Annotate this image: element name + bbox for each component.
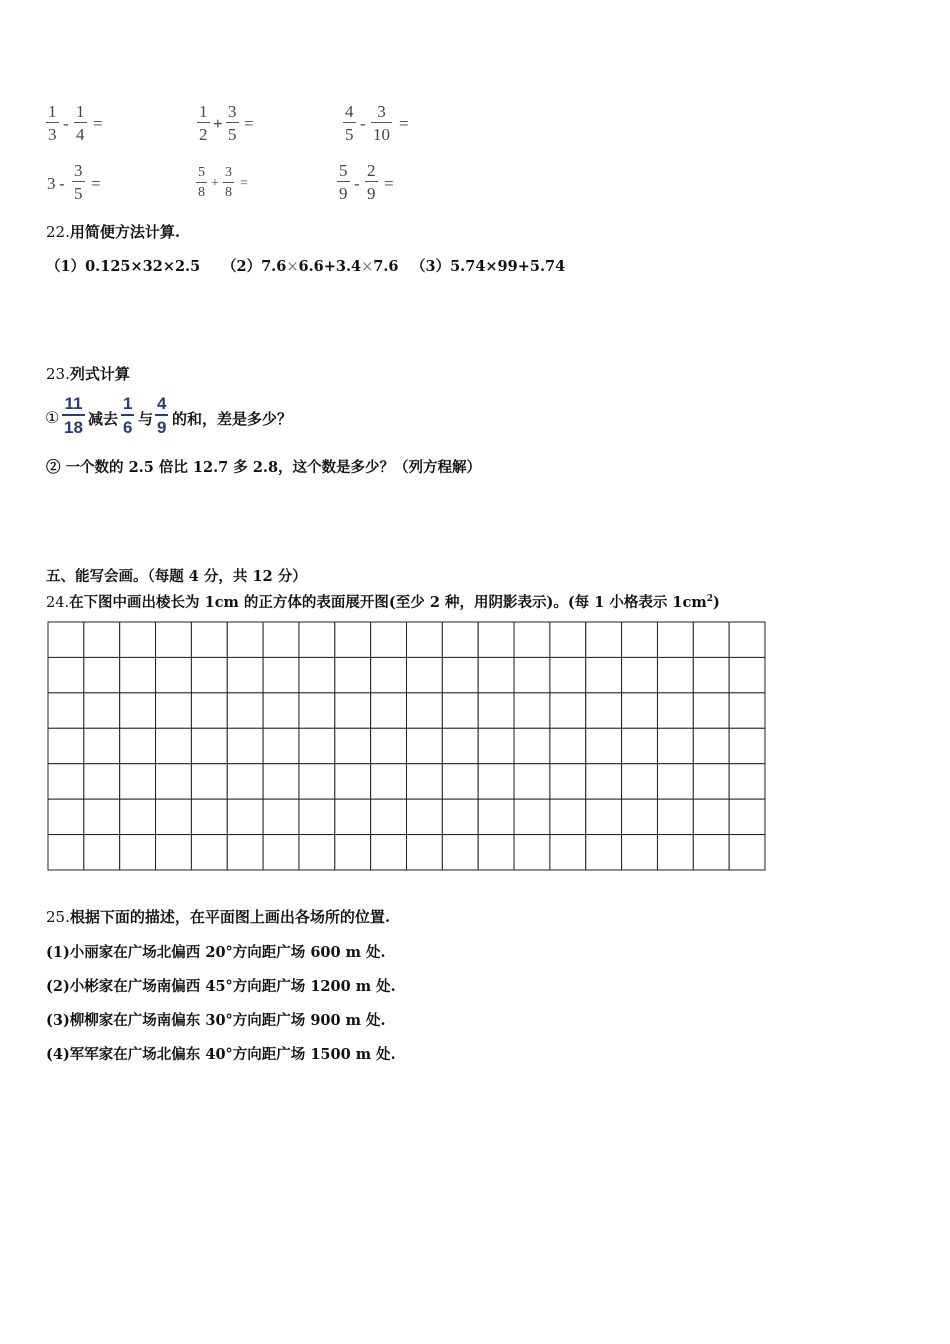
- grid-cell[interactable]: [550, 657, 586, 692]
- grid-cell[interactable]: [657, 764, 693, 799]
- grid-cell[interactable]: [442, 764, 478, 799]
- grid-cell[interactable]: [299, 728, 335, 763]
- grid-cell[interactable]: [693, 657, 729, 692]
- grid-cell[interactable]: [299, 693, 335, 728]
- question-25-item: (1)小丽家在广场北偏西 20°方向距广场 600 m 处.: [46, 944, 386, 961]
- grid-cell[interactable]: [550, 622, 586, 657]
- grid-cell[interactable]: [227, 657, 263, 692]
- fraction: 5 9: [339, 161, 348, 203]
- grid-cell[interactable]: [657, 657, 693, 692]
- grid-cell[interactable]: [156, 835, 192, 870]
- grid-cell[interactable]: [371, 693, 407, 728]
- fraction: 2 9: [367, 161, 376, 203]
- grid-cell[interactable]: [478, 693, 514, 728]
- fraction: 4 5: [345, 102, 354, 144]
- grid-cell[interactable]: [191, 622, 227, 657]
- grid-cell[interactable]: [693, 835, 729, 870]
- operator: -: [360, 114, 366, 133]
- section-5-title: 五、能写会画。（每题 4 分，共 12 分）: [46, 568, 307, 585]
- grid-cell[interactable]: [729, 835, 765, 870]
- grid-cell[interactable]: [514, 728, 550, 763]
- whole-number: 3: [47, 174, 56, 193]
- grid-cell[interactable]: [586, 835, 622, 870]
- grid-cell[interactable]: [48, 835, 84, 870]
- grid-cell[interactable]: [263, 764, 299, 799]
- grid-cell[interactable]: [371, 835, 407, 870]
- grid-cell[interactable]: [156, 693, 192, 728]
- grid-cell[interactable]: [657, 799, 693, 834]
- question-24-text: 24.在下图中画出棱长为 1cm 的正方体的表面展开图(至少 2 种，用阴影表示)。(每 1 小格表示 $1cm^2$): [46, 594, 720, 611]
- grid-cell[interactable]: [191, 835, 227, 870]
- grid-cell[interactable]: [371, 657, 407, 692]
- grid-cell[interactable]: [120, 764, 156, 799]
- grid-cell[interactable]: [227, 835, 263, 870]
- grid-cell[interactable]: [550, 835, 586, 870]
- grid-cell[interactable]: [442, 799, 478, 834]
- grid-cell[interactable]: [657, 728, 693, 763]
- grid-cell[interactable]: [48, 764, 84, 799]
- question-22-item-1: （1）0.125×32×2.5: [46, 258, 201, 275]
- grid-cell[interactable]: [120, 728, 156, 763]
- question-23-title: 23.列式计算: [46, 365, 130, 383]
- grid-cell[interactable]: [299, 657, 335, 692]
- grid-cell[interactable]: [227, 693, 263, 728]
- grid-cell[interactable]: [263, 728, 299, 763]
- grid-cell[interactable]: [622, 693, 658, 728]
- grid-cell[interactable]: [478, 657, 514, 692]
- grid-cell[interactable]: [586, 799, 622, 834]
- fraction: 3 10: [373, 102, 390, 144]
- grid-cell[interactable]: [263, 835, 299, 870]
- grid-cell[interactable]: [586, 657, 622, 692]
- grid-cell[interactable]: [371, 799, 407, 834]
- grid-cell[interactable]: [120, 835, 156, 870]
- grid-cell[interactable]: [693, 728, 729, 763]
- grid-cell[interactable]: [514, 764, 550, 799]
- grid-cell[interactable]: [514, 799, 550, 834]
- grid-cell[interactable]: [371, 622, 407, 657]
- grid-cell[interactable]: [729, 693, 765, 728]
- grid-cell[interactable]: [84, 657, 120, 692]
- fraction: 1 4: [76, 102, 85, 144]
- grid-cell[interactable]: [48, 728, 84, 763]
- fraction: 11 18: [64, 394, 83, 437]
- fraction: 1 3: [48, 102, 57, 144]
- equals-sign: =: [399, 114, 409, 133]
- grid-cell[interactable]: [120, 657, 156, 692]
- grid-cell[interactable]: [299, 764, 335, 799]
- operator: -: [354, 174, 360, 193]
- square-grid[interactable]: [47, 621, 766, 871]
- grid-cell[interactable]: [227, 622, 263, 657]
- grid-cell[interactable]: [191, 728, 227, 763]
- grid-cell[interactable]: [729, 657, 765, 692]
- question-22-title: 22.用简便方法计算.: [46, 223, 181, 241]
- grid-cell[interactable]: [622, 799, 658, 834]
- question-25-item: (4)军军家在广场北偏东 40°方向距广场 1500 m 处.: [46, 1046, 396, 1063]
- grid-cell[interactable]: [407, 835, 443, 870]
- grid-cell[interactable]: [693, 799, 729, 834]
- grid-cell[interactable]: [156, 657, 192, 692]
- fraction: 4 9: [157, 394, 167, 437]
- grid-cell[interactable]: [622, 622, 658, 657]
- fraction: 3 8: [225, 165, 232, 200]
- grid-cell[interactable]: [335, 622, 371, 657]
- grid-cell[interactable]: [48, 693, 84, 728]
- grid-cell[interactable]: [48, 799, 84, 834]
- grid-cell[interactable]: [191, 764, 227, 799]
- grid-cell[interactable]: [263, 657, 299, 692]
- grid-cell[interactable]: [191, 693, 227, 728]
- grid-cell[interactable]: [514, 835, 550, 870]
- grid-cell[interactable]: [693, 693, 729, 728]
- grid-cell[interactable]: [156, 728, 192, 763]
- grid-cell[interactable]: [693, 622, 729, 657]
- grid-cell[interactable]: [227, 728, 263, 763]
- grid-cell[interactable]: [48, 622, 84, 657]
- grid-cell[interactable]: [191, 657, 227, 692]
- grid-cell[interactable]: [657, 622, 693, 657]
- grid-cell[interactable]: [335, 657, 371, 692]
- circled-one: ①: [45, 408, 60, 427]
- grid-cell[interactable]: [586, 764, 622, 799]
- question-22-item-2: （2）7.6×6.6+3.4×7.6: [222, 258, 399, 275]
- grid-cell[interactable]: [299, 835, 335, 870]
- grid-cell[interactable]: [335, 764, 371, 799]
- grid-cell[interactable]: [550, 693, 586, 728]
- equals-sign: =: [91, 174, 101, 193]
- grid-cell[interactable]: [227, 799, 263, 834]
- question-25-title: 25.根据下面的描述，在平面图上画出各场所的位置.: [46, 908, 391, 926]
- grid-cell[interactable]: [191, 799, 227, 834]
- grid-cell[interactable]: [550, 728, 586, 763]
- equals-sign: =: [244, 114, 254, 133]
- question-22-item-3: （3）5.74×99+5.74: [411, 258, 566, 275]
- fraction: 1 2: [199, 102, 208, 144]
- question-25-item: (3)柳柳家在广场南偏东 30°方向距广场 900 m 处.: [46, 1012, 386, 1029]
- equals-sign: =: [240, 176, 248, 191]
- grid-cell[interactable]: [120, 799, 156, 834]
- grid-cell[interactable]: [407, 728, 443, 763]
- grid-cell[interactable]: [263, 622, 299, 657]
- grid-cell[interactable]: [550, 764, 586, 799]
- grid-cell[interactable]: [407, 764, 443, 799]
- operator: -: [63, 114, 69, 133]
- grid-cell[interactable]: [335, 799, 371, 834]
- grid-cell[interactable]: [586, 728, 622, 763]
- grid-cell[interactable]: [514, 657, 550, 692]
- equals-sign: =: [384, 174, 394, 193]
- grid-cell[interactable]: [442, 728, 478, 763]
- grid-cell[interactable]: [657, 835, 693, 870]
- grid-cell[interactable]: [335, 835, 371, 870]
- grid-cell[interactable]: [442, 835, 478, 870]
- grid-cell[interactable]: [586, 622, 622, 657]
- grid-cell[interactable]: [514, 693, 550, 728]
- grid-cell[interactable]: [407, 657, 443, 692]
- grid-cell[interactable]: [407, 622, 443, 657]
- equals-sign: =: [93, 114, 103, 133]
- grid-cell[interactable]: [693, 764, 729, 799]
- grid-cell[interactable]: [514, 622, 550, 657]
- grid-cell[interactable]: [335, 693, 371, 728]
- grid-cell[interactable]: [657, 693, 693, 728]
- grid-cell[interactable]: [729, 622, 765, 657]
- grid-cell[interactable]: [156, 764, 192, 799]
- grid-cell[interactable]: [478, 764, 514, 799]
- grid-cell[interactable]: [84, 728, 120, 763]
- grid-cell[interactable]: [120, 622, 156, 657]
- grid-cell[interactable]: [622, 764, 658, 799]
- grid-cell[interactable]: [84, 693, 120, 728]
- operator: +: [213, 114, 223, 133]
- grid-cell[interactable]: [622, 657, 658, 692]
- grid-cell[interactable]: [299, 622, 335, 657]
- grid-cell[interactable]: [729, 799, 765, 834]
- grid-cell[interactable]: [263, 693, 299, 728]
- grid-cell[interactable]: [371, 764, 407, 799]
- question-25-item: (2)小彬家在广场南偏西 45°方向距广场 1200 m 处.: [46, 978, 396, 995]
- grid-cell[interactable]: [299, 799, 335, 834]
- grid-cell[interactable]: [478, 799, 514, 834]
- grid-cell[interactable]: [48, 657, 84, 692]
- operator: +: [211, 176, 219, 191]
- grid-cell[interactable]: [371, 728, 407, 763]
- grid-cell[interactable]: [442, 622, 478, 657]
- grid-cell[interactable]: [227, 764, 263, 799]
- grid-cell[interactable]: [407, 799, 443, 834]
- grid-cell[interactable]: [156, 799, 192, 834]
- grid-cell[interactable]: [120, 693, 156, 728]
- grid-cell[interactable]: [84, 799, 120, 834]
- grid-cell[interactable]: [442, 657, 478, 692]
- grid-cell[interactable]: [622, 728, 658, 763]
- grid-cell[interactable]: [729, 728, 765, 763]
- grid-cell[interactable]: [442, 693, 478, 728]
- grid-cell[interactable]: [586, 693, 622, 728]
- fraction: 1 6: [123, 394, 133, 437]
- grid-cell[interactable]: [729, 764, 765, 799]
- question-23-item-2: ② 一个数的 2.5 倍比 12.7 多 2.8，这个数是多少？（列方程解）: [46, 459, 482, 476]
- grid-cell[interactable]: [156, 622, 192, 657]
- operator: -: [59, 174, 65, 193]
- grid-cell[interactable]: [478, 835, 514, 870]
- fraction: 3 5: [228, 102, 237, 144]
- grid-cell[interactable]: [550, 799, 586, 834]
- grid-cell[interactable]: [335, 728, 371, 763]
- grid-cell[interactable]: [478, 622, 514, 657]
- grid-cell[interactable]: [84, 764, 120, 799]
- grid-cell[interactable]: [478, 728, 514, 763]
- grid-cell[interactable]: [263, 799, 299, 834]
- fraction: 5 8: [198, 165, 205, 200]
- grid-cell[interactable]: [622, 835, 658, 870]
- fraction: 3 5: [74, 161, 83, 203]
- grid-cell[interactable]: [84, 622, 120, 657]
- grid-cell[interactable]: [84, 835, 120, 870]
- grid-cell[interactable]: [407, 693, 443, 728]
